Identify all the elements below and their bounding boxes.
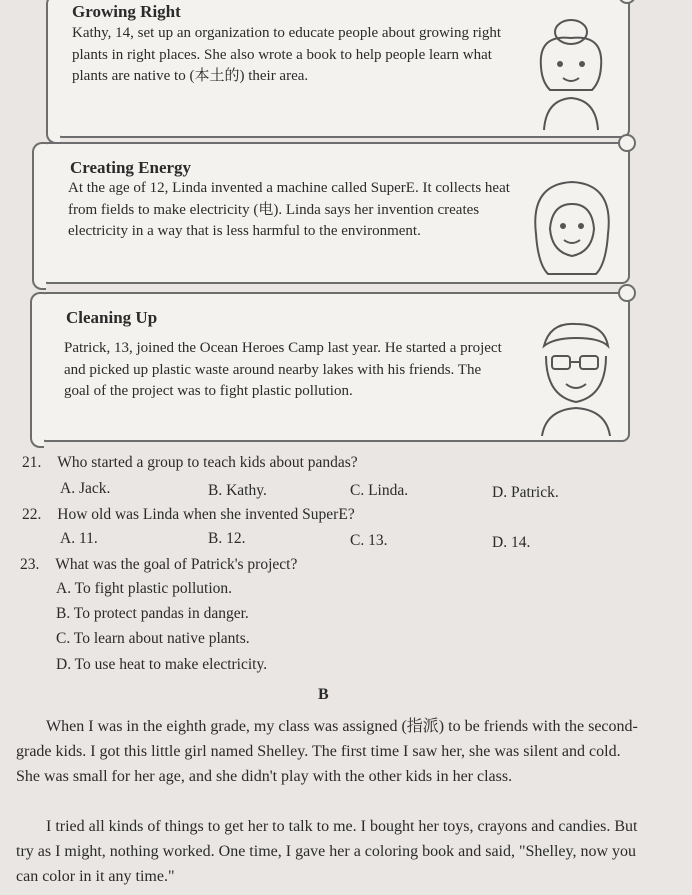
option-a[interactable]: A. To fight plastic pollution. (56, 580, 233, 597)
option-d[interactable]: D. To use heat to make electricity. (56, 656, 268, 673)
card-title: Creating Energy (70, 158, 192, 177)
card-text: At the age of 12, Linda invented a machine called SuperE. It collects heat from fields to make electricity (电). Linda says her invention creates electricity in a way that is less harmful to the environment. (68, 180, 510, 239)
question-22 (22, 506, 355, 524)
scroll-decoration (618, 0, 636, 4)
question-23 (20, 556, 297, 574)
option-d[interactable]: D. Patrick. (492, 484, 559, 501)
card-title: Growing Right (72, 2, 181, 21)
question-number: 21. (22, 454, 42, 471)
story-card-patrick (38, 292, 630, 442)
story-card-kathy (54, 0, 630, 138)
question-text: Who started a group to teach kids about pandas? (57, 454, 358, 471)
option-d[interactable]: D. 14. (492, 534, 531, 551)
boy-portrait-icon (530, 316, 620, 436)
passage-paragraph: When I was in the eighth grade, my class was assigned (指派) to be friends with the second-grade kids. I got this little girl named Shelley. The first time I saw her, she was silent and cold. She was small for her age, and she didn't play with the other kids in her class. (16, 718, 638, 785)
passage-paragraph: I tried all kinds of things to get her to talk to me. I bought her toys, crayons and candies. But try as I might, nothing worked. One time, I gave her a coloring book and said, "Shelley, now you can color in it any time." (16, 818, 638, 885)
option-a[interactable]: A. 11. (60, 530, 98, 547)
card-text: Patrick, 13, joined the Ocean Heroes Camp last year. He started a project and picked up plastic waste around nearby lakes with his friends. The goal of the project was to fight plastic pollution. (64, 340, 502, 399)
question-number: 22. (22, 506, 42, 523)
card-text: Kathy, 14, set up an organization to educate people about growing right plants in right places. She also wrote a book to help people learn what plants are native to (本土的) their area. (72, 25, 502, 84)
girl-portrait-icon (526, 12, 616, 132)
option-b[interactable]: B. To protect pandas in danger. (56, 605, 249, 622)
girl-portrait-icon (526, 174, 618, 280)
option-c[interactable]: C. 13. (350, 532, 388, 549)
scroll-decoration (30, 292, 44, 448)
option-c[interactable]: C. Linda. (350, 482, 409, 499)
option-b[interactable]: B. Kathy. (208, 482, 267, 499)
story-card-linda (40, 142, 630, 284)
scroll-decoration (618, 284, 636, 302)
option-c[interactable]: C. To learn about native plants. (56, 630, 250, 647)
scroll-decoration (618, 134, 636, 152)
option-a[interactable]: A. Jack. (60, 480, 111, 497)
question-21 (22, 454, 358, 472)
option-b[interactable]: B. 12. (208, 530, 246, 547)
section-heading: B (318, 686, 329, 703)
question-text: How old was Linda when she invented SuperE? (57, 506, 355, 523)
scroll-decoration (46, 0, 60, 144)
scroll-decoration (32, 142, 46, 290)
card-title: Cleaning Up (66, 308, 158, 327)
question-text: What was the goal of Patrick's project? (55, 556, 298, 573)
question-number: 23. (20, 556, 40, 573)
